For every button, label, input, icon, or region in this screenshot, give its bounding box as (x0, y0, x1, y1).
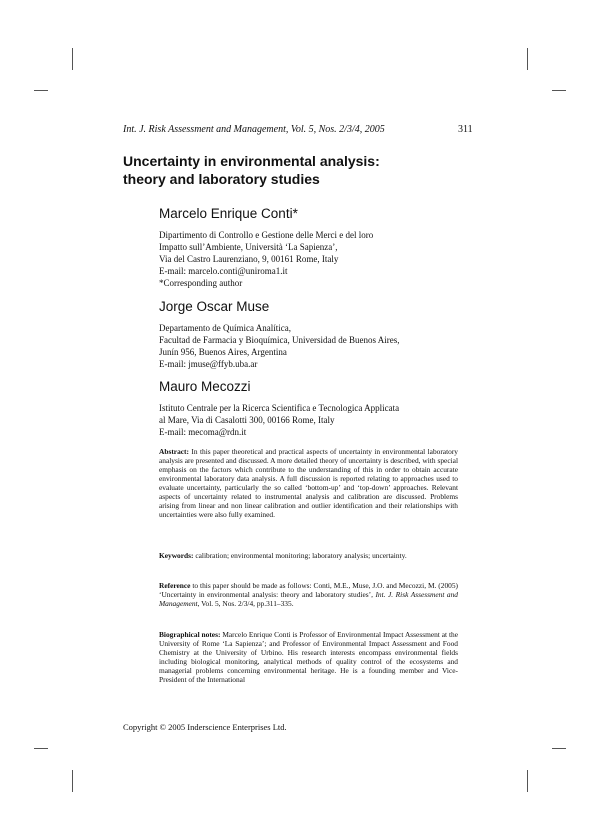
keywords-text: calibration; environmental monitoring; laboratory analysis; uncertainty. (193, 551, 407, 560)
affiliation-line: Istituto Centrale per la Ricerca Scientifica e Tecnologica Applicata (159, 403, 400, 413)
crop-mark (34, 748, 48, 749)
author-email: E-mail: marcelo.conti@uniroma1.it (159, 266, 288, 276)
reference-journal: Int. J. Risk Assessment and Management (159, 590, 458, 609)
title-line: Uncertainty in environmental analysis: (123, 153, 380, 169)
author-email: E-mail: mecoma@rdn.it (159, 427, 247, 437)
crop-mark (552, 748, 566, 749)
corresponding-note: *Corresponding author (159, 278, 243, 288)
reference-label: Reference (159, 581, 191, 590)
crop-mark (72, 48, 73, 70)
paper-title (123, 152, 463, 188)
affiliation-line: Departamento de Química Analítica, (159, 323, 291, 333)
crop-mark (72, 770, 73, 792)
crop-mark (527, 48, 528, 70)
affiliation-line: al Mare, Via di Casalotti 300, 00166 Rome, Italy (159, 415, 335, 425)
author-name: Jorge Oscar Muse (159, 299, 270, 314)
abstract-label: Abstract: (159, 447, 189, 456)
bio-text: Marcelo Enrique Conti is Professor of Environmental Impact Assessment at the University of Rome ‘La Sapienza’; and Professor of Environmental Impact Assessment and Food Chemistry at the University of Urbino. His research interests encompass environmental fields including biological monitoring, analytical methods of quality control of the ecosystems and managerial problems concerning environmental heritage. He is a founding member and Vice-President of the International (159, 630, 458, 685)
affiliation-line: Impatto sull’Ambiente, Università ‘La Sapienza’, (159, 242, 338, 252)
author-email: E-mail: jmuse@ffyb.uba.ar (159, 359, 258, 369)
citation-reference (159, 581, 458, 608)
affiliation-line: Facultad de Farmacia y Bioquímica, Universidad de Buenos Aires, (159, 335, 400, 345)
author-affiliation (159, 229, 459, 289)
crop-mark (527, 770, 528, 792)
reference-text-end: , Vol. 5, Nos. 2/3/4, pp.311–335. (197, 599, 294, 609)
copyright-notice: Copyright © 2005 Inderscience Enterprises Ltd. (123, 722, 287, 732)
running-head: Int. J. Risk Assessment and Management, Vol. 5, Nos. 2/3/4, 2005 (123, 124, 385, 135)
crop-mark (552, 90, 566, 91)
author-affiliation (159, 402, 459, 438)
biographical-notes (159, 630, 458, 684)
affiliation-line: Via del Castro Laurenziano, 9, 00161 Rome, Italy (159, 254, 339, 264)
author-name: Mauro Mecozzi (159, 379, 251, 394)
keywords-label: Keywords: (159, 551, 194, 560)
abstract (159, 447, 458, 519)
bio-label: Biographical notes: (159, 630, 221, 639)
author-name: Marcelo Enrique Conti* (159, 206, 298, 221)
affiliation-line: Dipartimento di Controllo e Gestione delle Merci e del loro (159, 230, 374, 240)
author-affiliation (159, 322, 459, 370)
crop-mark (34, 90, 48, 91)
abstract-text: In this paper theoretical and practical aspects of uncertainty in environmental laboratory analysis are presented and discussed. A more detailed theory of uncertainty is described, with special emphasis on the factors which contribute to the understanding of this in order to obtain accurate environmental laboratory data analysis. A full discussion is reported relating to approaches used to evaluate uncertainty, particularly the so called ‘bottom-up’ and ‘top-down’ approaches. Relevant aspects of uncertainty related to instrumental analysis and calibration are discussed. Problems arising from linear and non linear calibration and outlier identification and their relationships with uncertainties were also fully examined. (159, 447, 458, 520)
keywords (159, 551, 458, 560)
page-number: 311 (458, 124, 473, 135)
reference-text: to this paper should be made as follows: Conti, M.E., Muse, J.O. and Mecozzi, M. (2005) ‘Uncertainty in environmental analysis: theory and laboratory studies’, (159, 581, 458, 600)
affiliation-line: Junín 956, Buenos Aires, Argentina (159, 347, 287, 357)
title-line: theory and laboratory studies (123, 171, 320, 187)
